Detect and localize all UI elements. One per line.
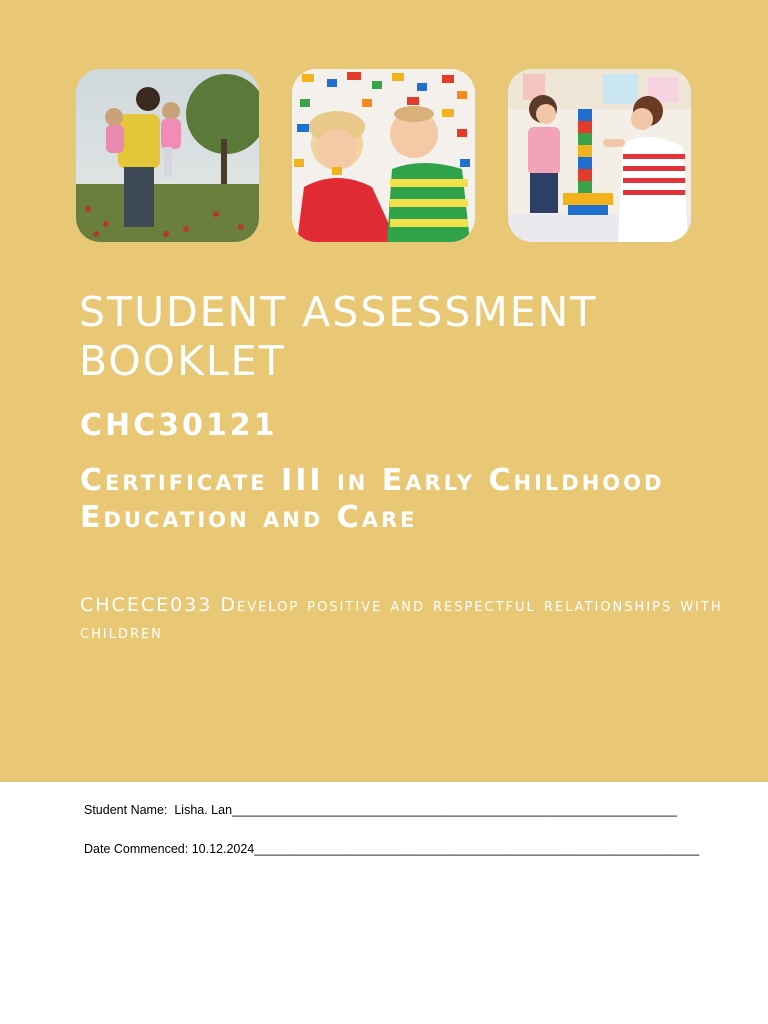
qualification-name: Certificate III in Early Childhood Education and Care (80, 463, 665, 535)
student-name-underline: ________________________________________________________________ (232, 803, 677, 817)
qualification-code: CHC30121 (80, 408, 278, 443)
toddlers-with-blocks-photo (292, 69, 475, 242)
family-walking-field-photo (76, 69, 259, 242)
student-name-label: Student Name: (84, 803, 168, 817)
date-commenced-value[interactable]: 10.12.2024 (191, 842, 255, 856)
date-commenced-underline: ________________________________________________________________ (254, 842, 700, 856)
date-commenced-label: Date Commenced: (84, 842, 189, 856)
booklet-title: STUDENT ASSESSMENT BOOKLET (79, 288, 598, 385)
student-name-value[interactable]: Lisha. Lan (174, 803, 233, 817)
student-name-field (84, 803, 704, 817)
educator-and-child-building-blocks-photo (508, 69, 691, 242)
date-commenced-field (84, 842, 704, 856)
unit-title: CHCECE033 Develop positive and respectful relationships with children (80, 594, 723, 643)
